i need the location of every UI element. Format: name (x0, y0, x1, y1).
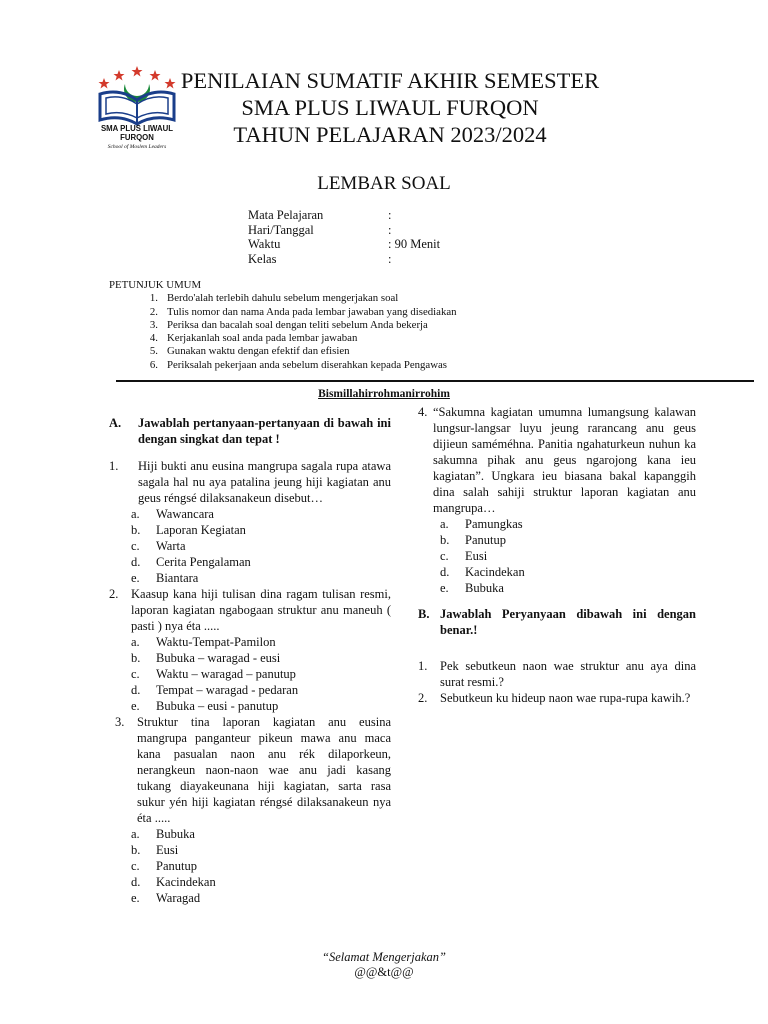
option-letter: e. (131, 699, 140, 713)
option-letter: b. (131, 843, 141, 857)
instruction-number: 2. (149, 305, 158, 318)
option-b (131, 522, 391, 538)
instruction-item (109, 345, 457, 358)
option-e (131, 698, 391, 714)
instruction-text: Kerjakanlah soal anda pada lembar jawaban (167, 332, 358, 345)
option-d (440, 564, 696, 580)
closing-message: “Selamat Mengerjakan” (322, 950, 446, 964)
bismillah: Bismillahirrohmanirrohim (318, 388, 450, 400)
option-letter: b. (131, 651, 141, 665)
instruction-text: Periksa dan bacalah soal dengan teliti sebelum Anda bekerja (167, 318, 428, 331)
option-d (131, 682, 391, 698)
question-text: Hiji bukti anu eusina mangrupa sagala rupa atawa sagala hal nu aya patalina jeung hiji kagiatan anu geus réngsé dilaksanakeun disebut… (138, 459, 391, 505)
option-letter: d. (131, 683, 141, 697)
instruction-item (109, 306, 457, 319)
option-a (131, 826, 391, 842)
option-letter: c. (131, 667, 140, 681)
question-3 (109, 714, 391, 826)
option-letter: c. (131, 539, 140, 553)
essay-question-2 (418, 690, 696, 706)
option-text: Bubuka (465, 581, 504, 595)
option-b (131, 842, 391, 858)
option-text: Pamungkas (465, 517, 523, 531)
identity-block (248, 208, 440, 266)
section-a-heading (109, 415, 391, 447)
option-text: Warta (156, 539, 186, 553)
option-b (440, 532, 696, 548)
option-text: Bubuka (156, 827, 195, 841)
instruction-number: 5. (149, 345, 158, 358)
option-c (131, 538, 391, 554)
option-a (131, 506, 391, 522)
question-1 (109, 458, 391, 506)
info-value: : (388, 222, 392, 237)
question-number: 2. (418, 691, 428, 705)
instruction-text: Gunakan waktu dengan efektif dan efisien (167, 345, 350, 358)
option-c (131, 858, 391, 874)
option-text: Cerita Pengalaman (156, 555, 251, 569)
left-column (109, 415, 391, 906)
option-c (440, 548, 696, 564)
option-text: Bubuka – eusi - panutup (156, 699, 279, 713)
info-row-time (248, 237, 440, 252)
essay-question-1 (418, 658, 696, 690)
question-4-options (440, 516, 696, 596)
info-label: Hari/Tanggal (248, 222, 314, 237)
option-text: Waragad (156, 891, 201, 905)
info-row-subject (248, 208, 440, 223)
option-letter: d. (440, 565, 450, 579)
option-b (131, 650, 391, 666)
question-number: 4. (418, 405, 428, 419)
option-text: Biantara (156, 571, 199, 585)
footer-signature: @@&t@@ (354, 965, 414, 979)
instruction-number: 3. (149, 318, 158, 331)
school-year: TAHUN PELAJARAN 2023/2024 (233, 122, 547, 147)
option-e (440, 580, 696, 596)
divider-line (116, 380, 754, 382)
option-letter: c. (440, 549, 449, 563)
instruction-text: Tulis nomor dan nama Anda pada lembar jawaban yang disediakan (167, 305, 457, 318)
option-e (131, 570, 391, 586)
exam-title: PENILAIAN SUMATIF AKHIR SEMESTER (180, 68, 600, 93)
question-text: Pek sebutkeun naon wae struktur anu aya dina surat resmi.? (440, 659, 696, 689)
option-letter: e. (440, 581, 449, 595)
info-label: Mata Pelajaran (248, 208, 324, 222)
option-text: Eusi (156, 843, 179, 857)
option-letter: a. (131, 507, 140, 521)
info-value: : (388, 251, 392, 266)
question-4 (418, 404, 696, 516)
option-letter: d. (131, 875, 141, 889)
question-2-options (131, 634, 391, 714)
instruction-item (109, 319, 457, 332)
question-number: 3. (115, 715, 125, 729)
option-letter: c. (131, 859, 140, 873)
option-text: Eusi (465, 549, 488, 563)
option-letter: a. (440, 517, 449, 531)
option-letter: e. (131, 891, 140, 905)
logo-school-name: SMA PLUS LIWAUL FURQON (100, 124, 174, 142)
instruction-text: Berdo'alah terlebih dahulu sebelum mengerjakan soal (167, 292, 399, 305)
instruction-number: 1. (149, 292, 158, 305)
option-text: Panutup (156, 859, 197, 873)
option-text: Waktu – waragad – panutup (156, 667, 296, 681)
option-letter: a. (131, 827, 140, 841)
info-row-date (248, 223, 440, 238)
section-b-title: Jawablah Peryanyaan dibawah ini dengan benar.! (440, 607, 696, 637)
instruction-text: Periksalah pekerjaan anda sebelum diserahkan kepada Pengawas (167, 358, 448, 371)
option-a (131, 634, 391, 650)
school-name: SMA PLUS LIWAUL FURQON (241, 95, 539, 120)
question-text: Kaasup kana hiji tulisan dina ragam tulisan resmi, laporan kagiatan ngabogaan struktur anu maneuh ( pasti ) nya éta ..... (131, 587, 391, 633)
instructions-title: PETUNJUK UMUM (109, 279, 202, 291)
option-letter: b. (440, 533, 450, 547)
option-letter: b. (131, 523, 141, 537)
option-e (131, 890, 391, 906)
option-d (131, 554, 391, 570)
info-value: : 90 Menit (388, 237, 441, 252)
info-value: : (388, 208, 392, 222)
option-a (440, 516, 696, 532)
question-text: “Sakumna kagiatan umumna lumangsung kalawan lungsur-langsar luyu jeung rarancang anu geus dijieun saméméhna. Panitia ngahaturkeun nuhun ka sakumna pihak anu geus ngarojong kana ieu kagiatan”. Ungkara ieu biasana bakal kapanggih dina salah sahiji struktur laporan kagiatan anu mangrupa… (433, 405, 696, 515)
question-1-options (131, 506, 391, 586)
logo-motto: School of Moslem Leaders (107, 144, 167, 150)
option-text: Wawancara (156, 507, 214, 521)
option-text: Laporan Kegiatan (156, 523, 246, 537)
info-row-class (248, 252, 440, 267)
option-d (131, 874, 391, 890)
instruction-number: 6. (149, 358, 158, 371)
section-letter: B. (418, 607, 430, 621)
sheet-title: LEMBAR SOAL (317, 173, 451, 194)
option-text: Waktu-Tempat-Pamilon (156, 635, 276, 649)
option-text: Bubuka – waragad - eusi (156, 651, 281, 665)
question-number: 1. (109, 459, 119, 473)
instruction-item (109, 292, 457, 305)
right-column (418, 404, 696, 706)
question-number: 1. (418, 659, 428, 673)
option-letter: a. (131, 635, 140, 649)
question-text: Struktur tina laporan kagiatan anu eusina mangrupa panganteur pikeun mawa anu maca kana pasualan naon anu rék dilaporkeun, nerangkeun naon-naon wae anu jadi kasang tukang diayakeunana hiji kagiatan, sarta rasa sukur yén hiji kagiatan réngsé dilaksanakeun nya éta ..... (137, 715, 391, 825)
option-c (131, 666, 391, 682)
instruction-number: 4. (149, 332, 158, 345)
option-letter: e. (131, 571, 140, 585)
info-label: Waktu (248, 237, 281, 252)
section-b-heading (418, 606, 696, 638)
option-letter: d. (131, 555, 141, 569)
option-text: Kacindekan (465, 565, 525, 579)
instruction-item (109, 359, 457, 372)
section-letter: A. (109, 416, 122, 430)
option-text: Tempat – waragad - pedaran (156, 683, 299, 697)
option-text: Kacindekan (156, 875, 216, 889)
instruction-item (109, 332, 457, 345)
info-label: Kelas (248, 251, 277, 266)
general-instructions (109, 279, 457, 372)
section-a-title: Jawablah pertanyaan-pertanyaan di bawah ini dengan singkat dan tepat ! (138, 416, 391, 446)
footer (0, 950, 768, 980)
question-2 (109, 586, 391, 634)
question-text: Sebutkeun ku hideup naon wae rupa-rupa kawih.? (440, 691, 691, 705)
question-number: 2. (109, 587, 119, 601)
question-3-options (131, 826, 391, 906)
option-text: Panutup (465, 533, 506, 547)
